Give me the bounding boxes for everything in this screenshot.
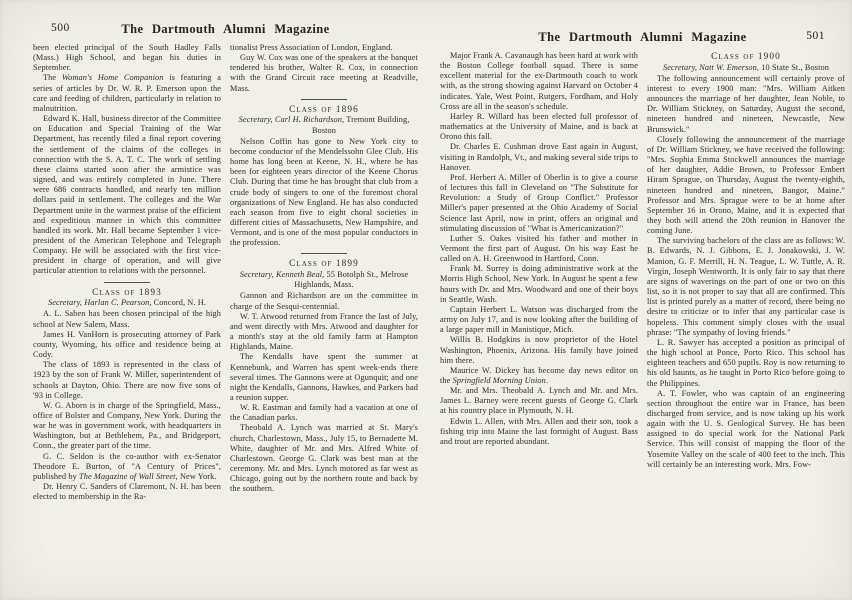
paragraph: Willis B. Hodgkins is now proprietor of the Hotel Washington, Phoenix, Arizona. His family have joined him there. — [440, 335, 638, 365]
paragraph: G. C. Seldon is the co-author with ex-Senator Theodore E. Burton, of "A Century of Prices", published by The Magazine of Wall Street, New York. — [33, 451, 221, 481]
paragraph: The Woman's Home Companion is featuring a series of articles by Dr. W. R. P. Emerson upon the care and feeding of children, particularly in relation to malnutrition. — [33, 73, 221, 113]
paragraph: Harley R. Willard has been elected full professor of mathematics at the University of Maine, and is back at Orono this fall. — [440, 111, 638, 142]
running-title: The Dartmouth Alumni Magazine — [121, 22, 330, 36]
page-501-left-column — [440, 51, 638, 592]
secretary-line: Secretary, Carl H. Richardson, Tremont Building, Boston — [238, 115, 410, 135]
class-heading: Class of 1900 — [711, 52, 781, 62]
paragraph: W. G. Aborn is in charge of the Springfield, Mass., office of Bolster and Company, New York. During the war he was in government work, with headquarters in Washington, but at Bethlehem, Pa., and Bridgeport, Conn., the greater part of the time. — [33, 400, 221, 451]
paragraph: Edwin L. Allen, with Mrs. Allen and their son, took a fishing trip into Maine the last fortnight of August. Bass and trout are reported abundant. — [440, 416, 638, 446]
paragraph: The surviving bachelors of the class are as follows: W. B. Edwards, N. J. Gibbons, E. J. Jonakowski, J. W. Manion, G. F. Merrill, H. N. Teague, L. W. Tuttle, A. R. Virgin, Joseph Wentworth. It is only fair to say that there are signs of waverings on the part of one or two on this list, so it is not proper to say that all are confirmed. This list is printed purely as a matter of record, there being no desire to criticize or to infer that any particular case is hopeless. This comment simply closes with the usual phrase: "The sympathy of loving friends." — [647, 236, 845, 337]
paragraph: L. R. Sawyer has accepted a position as principal of the high school at Ponce, Porto Rico. This school has eighteen teachers and 650 pupils. Roy is now returning to his old haunts, as he taught in Porto Rico before going to the Philippines. — [647, 337, 845, 388]
page-number-500: 500 — [51, 22, 70, 34]
class-heading: Class of 1899 — [289, 259, 359, 270]
page-501-right-column — [647, 51, 845, 592]
class-heading: Class of 1896 — [289, 104, 359, 115]
paragraph: W. T. Atwood returned from France the last of July, and went directly with Mrs. Atwood and daughter for a month's stay at the old family farm at Hampton Highlands, Maine. — [230, 311, 418, 352]
paragraph: Dr. Charles E. Cushman drove East again in August, visiting in Randolph, Vt., and making several side trips to Hanover. — [440, 142, 638, 172]
section-divider — [104, 282, 150, 283]
running-title: The Dartmouth Alumni Magazine — [538, 30, 747, 44]
page-501-header — [440, 30, 845, 45]
page-500-right-column — [230, 43, 418, 584]
paragraph: Frank M. Surrey is doing administrative work at the Morris High School, New York. In August he spent a few hours with Dr. and Mrs. Woodward and one of their boys in Seattle, Wash. — [440, 264, 638, 304]
page-500-header — [33, 22, 418, 37]
page-500-left-column — [33, 43, 221, 584]
secretary-line: Secretary, Harlan C. Pearson, Concord, N. H. — [47, 298, 207, 308]
paragraph: Guy W. Cox was one of the speakers at the banquet tendered his brother, Walter R. Cox, in connection with the Grand Circuit race meeting at Readville, Mass. — [230, 53, 418, 93]
paragraph: Captain Herbert L. Watson was discharged from the army on July 17, and is now looking after the building of a large paper mill in Manistique, Mich. — [440, 304, 638, 335]
paragraph: A. L. Saben has been chosen principal of the high school at New Salem, Mass. — [33, 309, 221, 329]
paragraph: Mr. and Mrs. Theobald A. Lynch and Mr. and Mrs. James L. Barney were recent guests of George G. Clark at his country place in Plymouth, N. H. — [440, 386, 638, 416]
paragraph: been elected principal of the South Hadley Falls (Mass.) High School, and began his duties in September. — [33, 43, 221, 73]
secretary-line: Secretary, Kenneth Beal, 55 Botolph St., Melrose Highlands, Mass. — [239, 270, 409, 290]
page-number-501: 501 — [806, 30, 825, 42]
paragraph: Nelson Coffin has gone to New York city to become conductor of the Mendelssohn Glee Club. His home has long been at Keene, N. H., where he has been for eighteen years director of the Keene Chorus Club. During that time he has brought that club from a crude body of singers to one of the foremost choral organizations of New England. He has also conducted each season from five to eight choral societies in different cities of Massachusetts, New Hampshire, and Vermont, and is one of the most popular conductors in the profession. — [230, 136, 418, 248]
paragraph: Closely following the announcement of the marriage of Dr. William Stickney, we have received the following: "Mrs. Sophia Emma Stockwell announces the marriage of her daughter, Addie Brown, to Professor Embert Hiram Sprague, on Thursday, August the twenty-eighth, nineteen hundred and nineteen, Bangor, Maine." Professor and Mrs. Sprague were to be at home after September 16 in Orono, Maine, and it is expected that they both will attend the 20th reunion in Hanover the coming June. — [647, 134, 845, 236]
secretary-line: Secretary, Natt W. Emerson, 10 State St., Boston — [663, 62, 829, 72]
section-divider — [301, 253, 347, 254]
paragraph: Theobald A. Lynch was married at St. Mary's church, Charlestown, Mass., July 15, to Bernadette M. White, daughter of Mr. and Mrs. Alfred White of Charlestown. George G. Clark was best man at the ceremony. Mr. and Mrs. Lynch motored as far west as Chicago, going out by the northern route and back by the southern. — [230, 423, 418, 494]
section-divider — [301, 99, 347, 100]
page-500-columns — [33, 43, 418, 584]
page-501-columns — [440, 51, 845, 592]
paragraph: The class of 1893 is represented in the class of 1923 by the son of Frank W. Miller, superintendent of schools at Dayton, Ohio. There are now five sons of '93 in College. — [33, 360, 221, 400]
paragraph: tionalist Press Association of London, England. — [230, 43, 393, 52]
paragraph: W. R. Eastman and family had a vacation at one of the Canadian parks. — [230, 403, 418, 423]
page-501 — [426, 0, 852, 600]
class-heading: Class of 1893 — [92, 287, 162, 298]
paragraph: Maurice W. Dickey has become day news editor on the Springfield Morning Union. — [440, 365, 638, 385]
paragraph: Luther S. Oakes visited his father and mother in Vermont the first part of August. On his way East he called on A. H. Greenwood in Hartford, Conn. — [440, 233, 638, 264]
paragraph: Edward K. Hall, business director of the Committee on Education and Special Training of the War Department, has recently filed a final report covering the settlement of the claims of the colleges in connection with the S. A. T. C. The work of settling these claims started soon after the armistice was signed, and was entirely completed in June. There were 686 contracts handled, and nearly ten million dollars paid in settlement. The colleges and the War Department unite in the warmest praise of the efficient and expeditious manner in which this committee handled its work. Mr. Hall became September 1 vice-president of the American Telephone and Telegraph Company. He will be associated with the first vice-president in charge of operation, and will give particular attention to relations with the personnel. — [33, 114, 221, 276]
paragraph: James H. VanHorn is prosecuting attorney of Park county, Wyoming, his office and residence being at Cody. — [33, 329, 221, 360]
paragraph: Gannon and Richardson are on the committee in charge of the Sesqui-centennial. — [230, 291, 418, 311]
paragraph: The Kendalls have spent the summer at Kennebunk, and Warren has spent week-ends there several times. The Gannons were at Ogunquit; and one night the Kendalls, Gannons, Hawkes, and Parkers had a reunion supper. — [230, 352, 418, 402]
paragraph: A. T. Fowler, who was captain of an engineering section throughout the entire war in France, has been discharged from service, and is now taking up his work again with the U. S. Geological Survey. He has been assigned to do special work for the National Park Service. This will consist of mapping the floor of the Yosemite Valley on the scale of 400 feet to the inch. This will certainly be an interesting work. Mrs. Fow- — [647, 388, 845, 469]
paragraph: Prof. Herbert A. Miller of Oberlin is to give a course of lectures this fall in Cleveland on "The Substitute for Revolution: a Study of Group Conflict." Professor Miller's paper presented at the Ohio Academy of Social Science last April, now in print, offers an original and stimulating discussion of "What is Americanization?" — [440, 172, 638, 233]
paragraph: The following announcement will certainly prove of interest to every 1900 man: "Mrs. William Aitken announces the marriage of her daughter, Jean Noble, to Dr. William Stickney, on Saturday, August the second, nineteen hundred and nineteen, Newcastle, New Brunswick." — [647, 73, 845, 134]
paragraph: Dr. Henry C. Sanders of Claremont, N. H. has been elected to membership in the Ra- — [33, 482, 221, 502]
paragraph: Major Frank A. Cavanaugh has been hard at work with the Boston College football squad. There is some excellent material for the ex-Dartmouth coach to work with, as the strong showing against Harvard on October 4 indicates. Yale, West Point, Rutgers, Fordham, and Holy Cross are all in the season's schedule. — [440, 51, 638, 111]
